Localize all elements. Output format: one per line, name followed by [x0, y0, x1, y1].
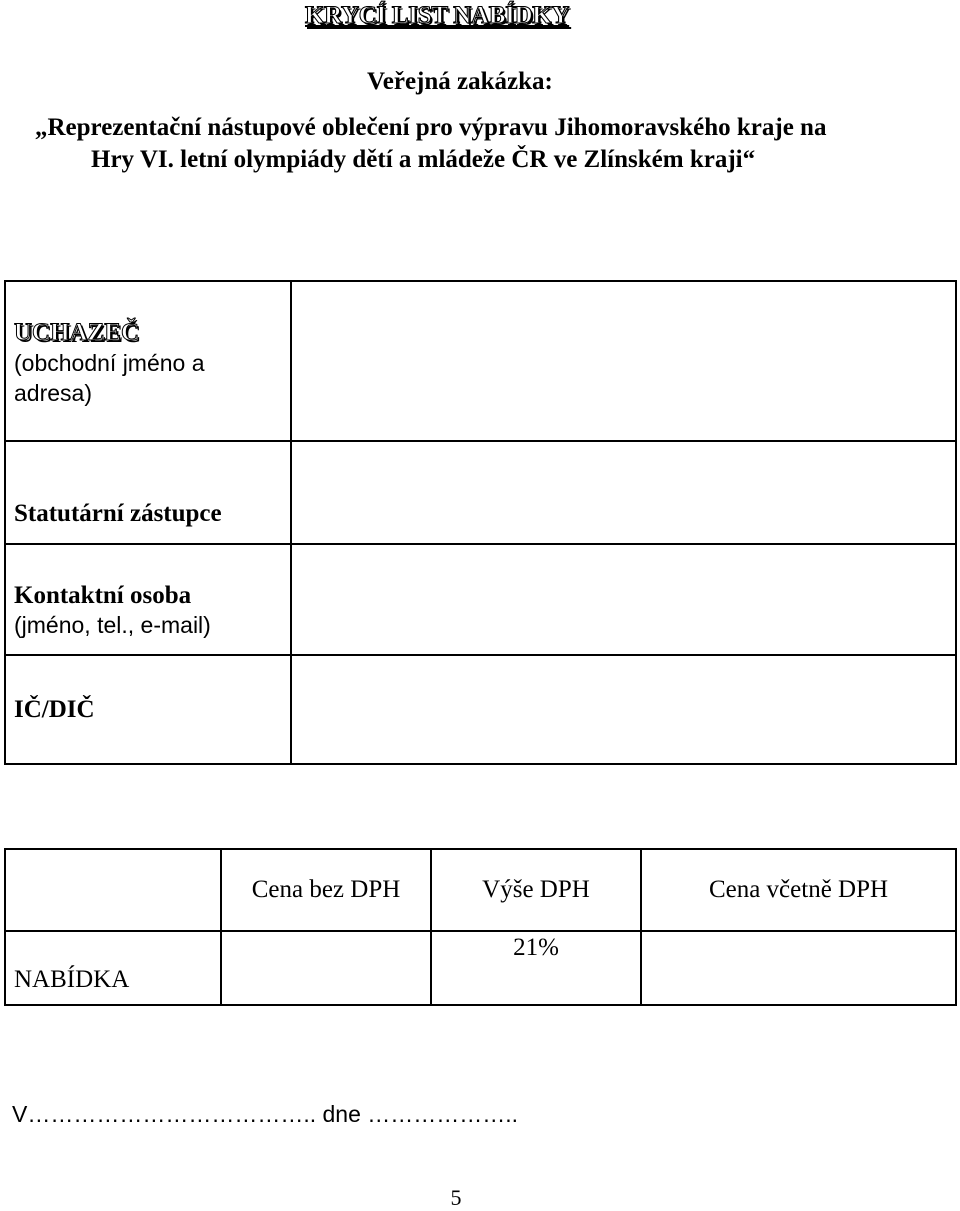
contract-name: [35, 112, 935, 176]
offer-table: [4, 848, 957, 1006]
contact-person-label-cell: [5, 544, 291, 655]
contact-person-subtitle: (jméno, tel., e-mail): [14, 611, 211, 638]
applicant-value-field[interactable]: [291, 281, 956, 441]
document-title: KRYCÍ LIST NABÍDKY: [305, 2, 570, 29]
applicant-row: [5, 281, 956, 441]
ico-dic-label-cell: [5, 655, 291, 764]
page-number: 5: [450, 1185, 462, 1210]
applicant-table: [4, 280, 957, 765]
contact-person-value-field[interactable]: [291, 544, 956, 655]
contract-name-line-1: „Reprezentační nástupové oblečení pro výpravu Jihomoravského kraje na: [35, 114, 827, 141]
price-without-vat-field[interactable]: [221, 931, 431, 1005]
vat-rate-value: 21%: [431, 931, 641, 1005]
offer-row: [5, 931, 956, 1005]
applicant-subtitle-line-1: (obchodní jméno a: [14, 350, 205, 376]
ico-dic-row: [5, 655, 956, 764]
ico-dic-value-field[interactable]: [291, 655, 956, 764]
contract-label: Veřejná zakázka:: [367, 68, 553, 95]
contact-person-row: [5, 544, 956, 655]
applicant-title: UCHAZEČ: [14, 319, 140, 346]
applicant-subtitle-line-2: adresa): [14, 380, 92, 406]
statutory-representative-label: Statutární zástupce: [14, 499, 222, 527]
offer-header-vat-amount: Výše DPH: [431, 849, 641, 931]
offer-row-label: NABÍDKA: [5, 931, 221, 1005]
statutory-representative-label-cell: [5, 441, 291, 544]
contract-name-line-2: Hry VI. letní olympiády dětí a mládeže ČR ve Zlínském kraji“: [91, 146, 756, 173]
offer-header-row: [5, 849, 956, 931]
price-with-vat-field[interactable]: [641, 931, 956, 1005]
offer-header-price-with-vat: Cena včetně DPH: [641, 849, 956, 931]
statutory-representative-row: [5, 441, 956, 544]
applicant-label-cell: [5, 281, 291, 441]
contact-person-label: Kontaktní osoba: [14, 581, 192, 609]
offer-header-empty: [5, 849, 221, 931]
statutory-representative-value-field[interactable]: [291, 441, 956, 544]
ico-dic-label: IČ/DIČ: [14, 695, 95, 723]
offer-header-price-without-vat: Cena bez DPH: [221, 849, 431, 931]
signature-place-date-line: V……………………………….. dne ………………..: [12, 1101, 519, 1127]
